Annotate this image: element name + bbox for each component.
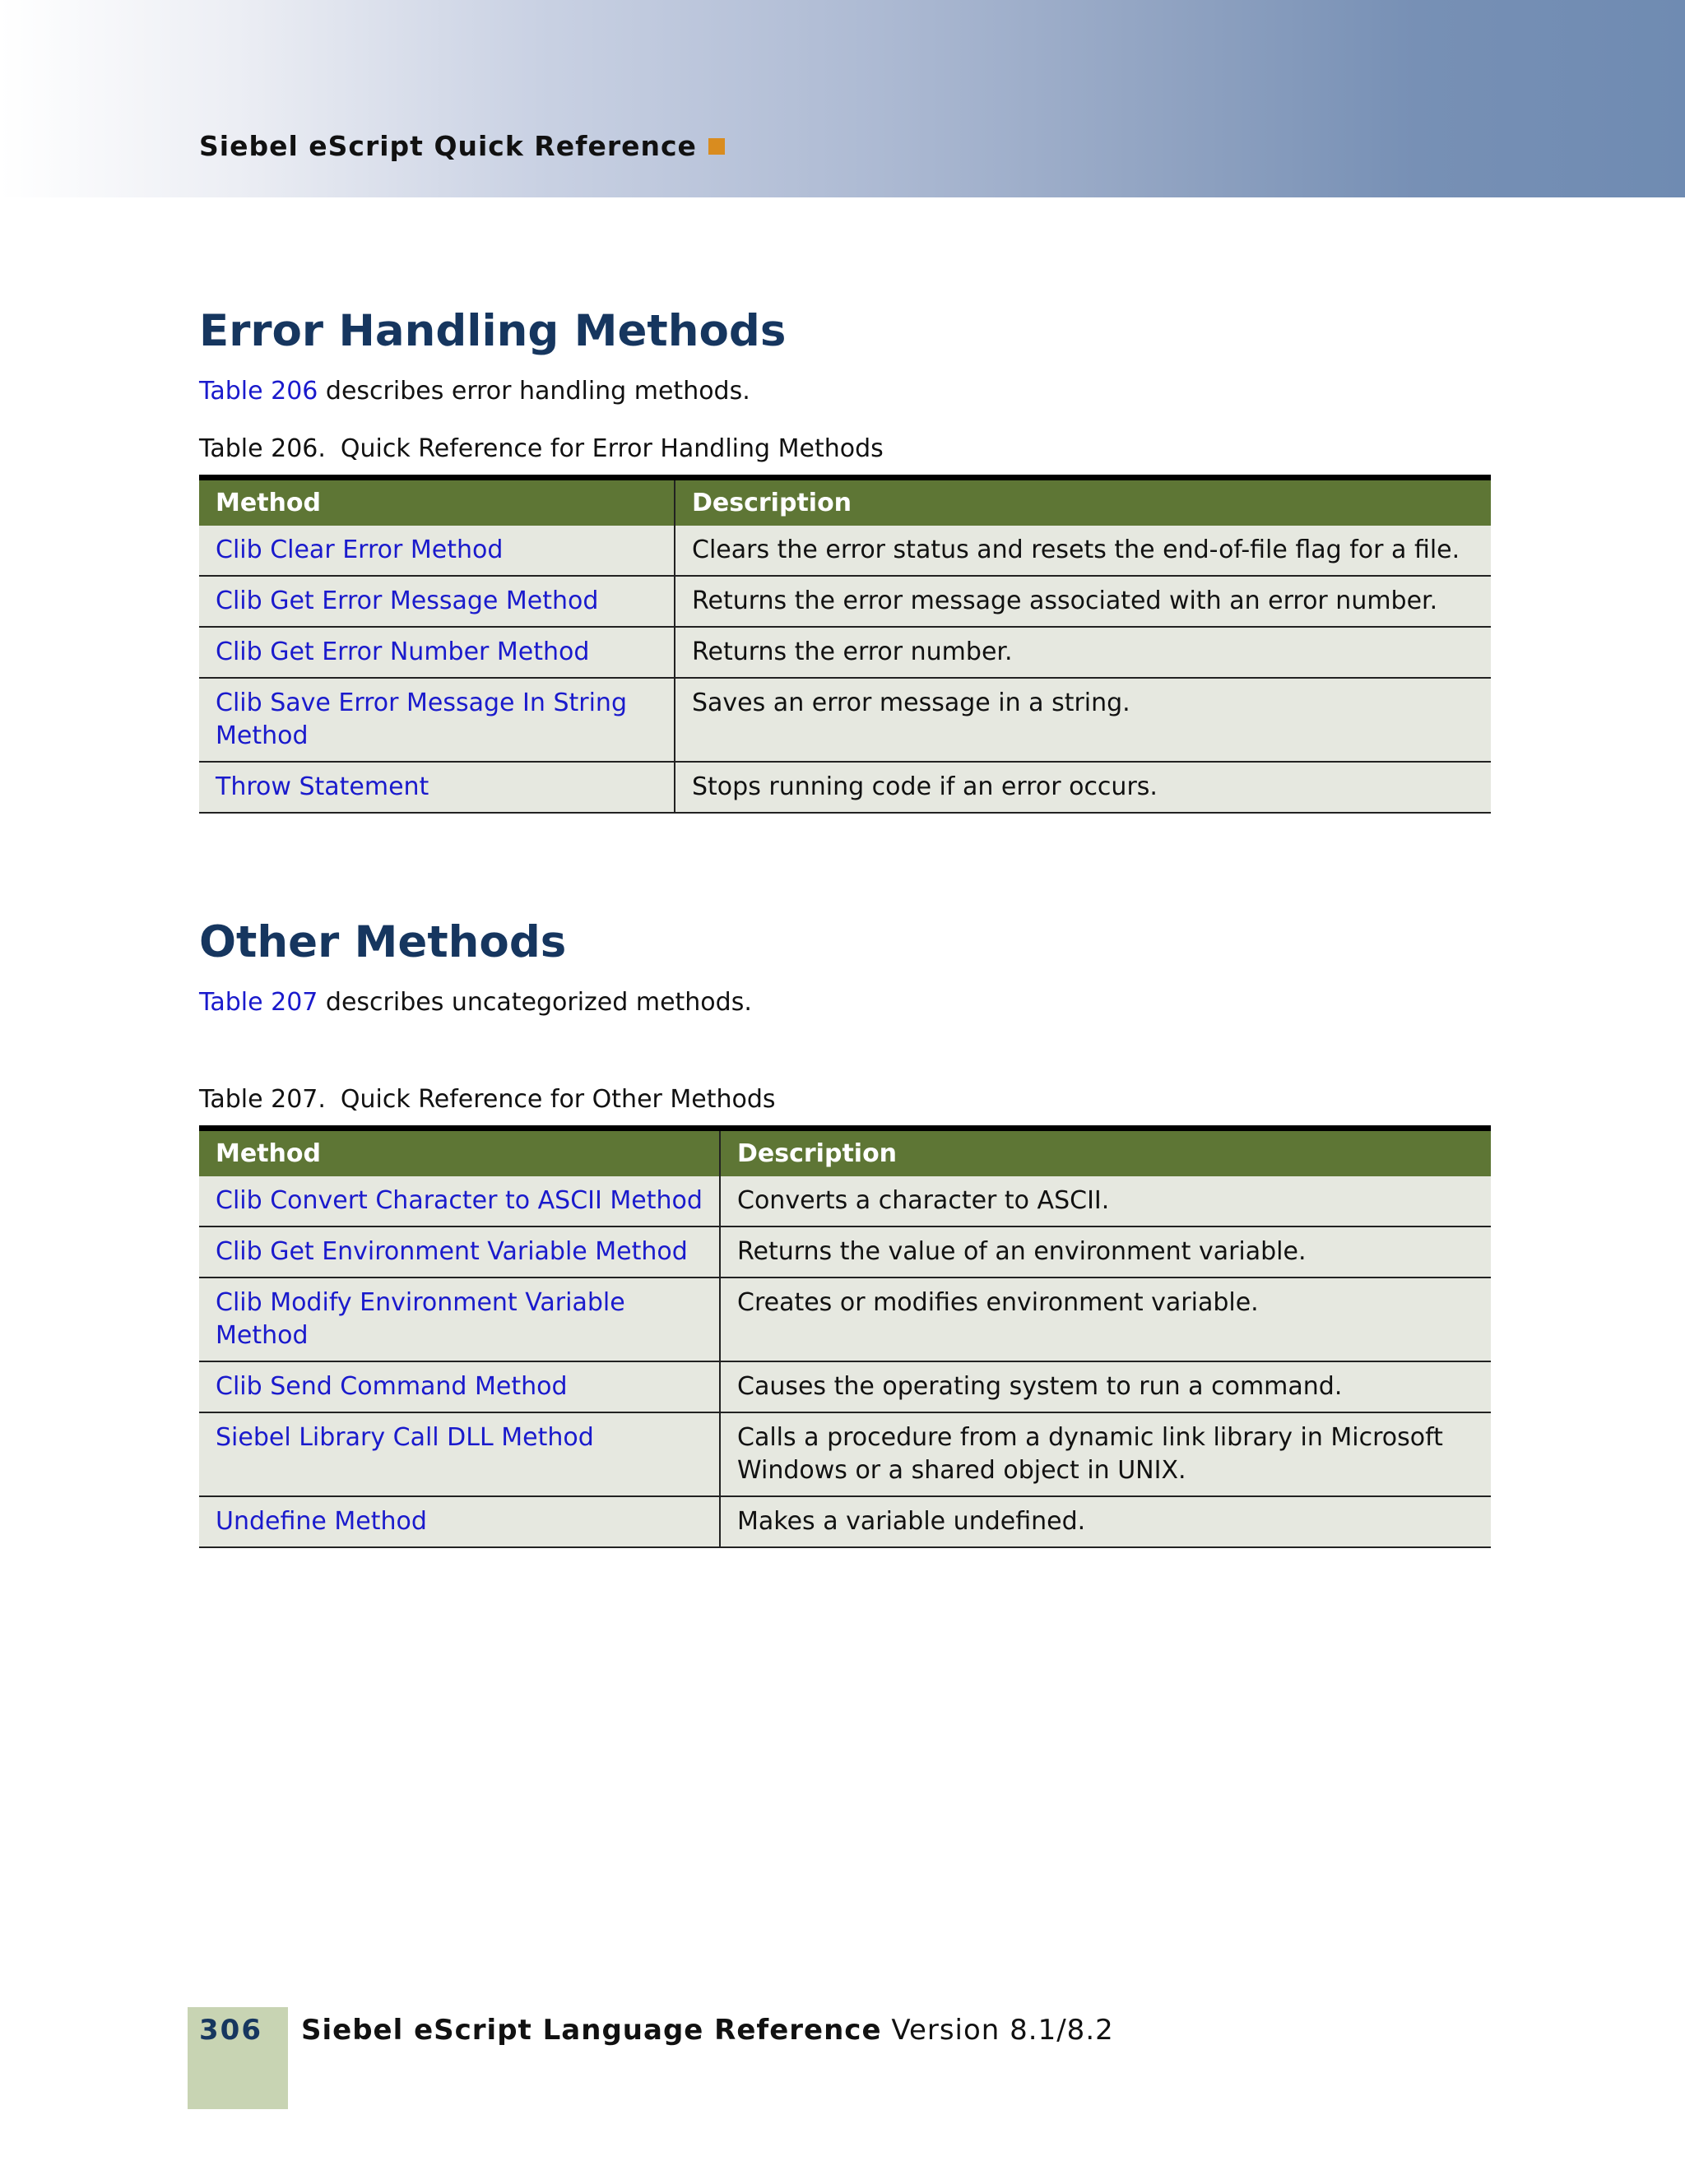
section-intro-error-handling [199,377,750,406]
running-header [199,130,725,162]
method-description: Makes a variable undefined. [720,1496,1491,1547]
table-caption-206 [199,434,884,463]
column-header-method: Method [199,478,675,526]
method-link[interactable]: Clib Save Error Message In String Method [199,678,675,762]
table-row [199,762,1491,813]
method-link[interactable]: Clib Send Command Method [199,1361,720,1412]
table-header-row [199,1129,1491,1177]
method-description: Converts a character to ASCII. [720,1176,1491,1226]
method-description: Returns the value of an environment variable. [720,1226,1491,1277]
table-row [199,1277,1491,1361]
table-row [199,1361,1491,1412]
method-link[interactable]: Clib Get Environment Variable Method [199,1226,720,1277]
method-description: Returns the error number. [675,627,1491,678]
orange-square-icon [708,138,725,155]
header-band [0,0,1685,197]
section-title-error-handling: Error Handling Methods [199,306,787,356]
method-link[interactable]: Clib Modify Environment Variable Method [199,1277,720,1361]
caption-number: Table 207. [199,1085,326,1114]
table-header-row [199,478,1491,526]
table-row [199,627,1491,678]
page-number: 306 [199,2014,262,2047]
method-link[interactable]: Throw Statement [199,762,675,813]
method-description: Causes the operating system to run a command. [720,1361,1491,1412]
book-version: Version 8.1/8.2 [881,2014,1114,2047]
method-link[interactable]: Clib Convert Character to ASCII Method [199,1176,720,1226]
table-caption-207 [199,1085,776,1114]
footer-book-title [301,2014,1114,2047]
section-title-other-methods: Other Methods [199,917,567,967]
table-row [199,576,1491,627]
table-row [199,1176,1491,1226]
column-header-description: Description [720,1129,1491,1177]
method-description: Returns the error message associated with an error number. [675,576,1491,627]
running-header-title: Siebel eScript Quick Reference [199,130,697,162]
method-link[interactable]: Clib Get Error Number Method [199,627,675,678]
method-description: Saves an error message in a string. [675,678,1491,762]
table-row [199,1412,1491,1496]
table-207-link[interactable]: Table 207 [199,988,318,1017]
table-row [199,1226,1491,1277]
column-header-method: Method [199,1129,720,1177]
table-row [199,678,1491,762]
caption-text: Quick Reference for Error Handling Methods [340,434,884,463]
table-206-link[interactable]: Table 206 [199,377,318,406]
intro-text: describes error handling methods. [318,377,750,406]
method-link[interactable]: Clib Get Error Message Method [199,576,675,627]
error-handling-table [199,475,1491,814]
method-description: Stops running code if an error occurs. [675,762,1491,813]
column-header-description: Description [675,478,1491,526]
method-description: Calls a procedure from a dynamic link library in Microsoft Windows or a shared object in UNIX. [720,1412,1491,1496]
book-title: Siebel eScript Language Reference [301,2014,882,2047]
method-link[interactable]: Undefine Method [199,1496,720,1547]
table-row [199,526,1491,576]
caption-number: Table 206. [199,434,326,463]
table-row [199,1496,1491,1547]
method-description: Clears the error status and resets the end-of-file flag for a file. [675,526,1491,576]
method-link[interactable]: Siebel Library Call DLL Method [199,1412,720,1496]
method-link[interactable]: Clib Clear Error Method [199,526,675,576]
method-description: Creates or modifies environment variable. [720,1277,1491,1361]
caption-text: Quick Reference for Other Methods [340,1085,776,1114]
section-intro-other-methods [199,988,752,1017]
other-methods-table [199,1125,1491,1548]
intro-text: describes uncategorized methods. [318,988,752,1017]
